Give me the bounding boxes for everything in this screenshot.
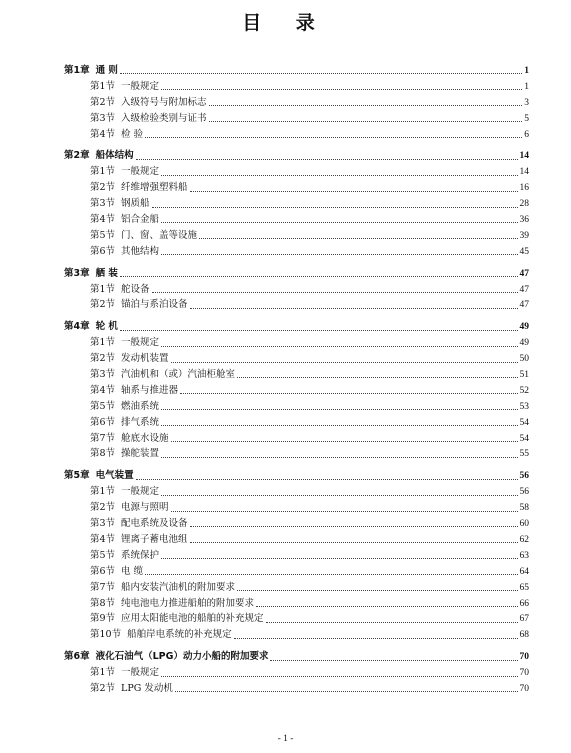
section-title: 船舶岸电系统的补充规定	[127, 629, 232, 641]
section-number: 第1节	[90, 486, 116, 498]
section-title: 船内安装汽油机的附加要求	[121, 581, 236, 593]
section-number: 第6节	[90, 245, 116, 257]
section-number: 第8节	[90, 448, 116, 460]
section-label	[90, 532, 188, 548]
page-number: 1	[524, 66, 529, 76]
dot-leader	[190, 191, 518, 192]
section-title: 其他结构	[121, 245, 160, 257]
toc-section-entry[interactable]	[64, 596, 529, 612]
section-title: 配电系统及设备	[121, 518, 188, 530]
section-title: 一般规定	[121, 166, 160, 178]
dot-leader	[190, 526, 518, 527]
section-title: LPG 发动机	[121, 682, 173, 694]
chapter-label	[64, 468, 134, 484]
section-title: 锚泊与系泊设备	[121, 299, 188, 311]
dot-leader	[237, 377, 517, 378]
dot-leader	[256, 606, 517, 607]
section-label	[90, 351, 169, 367]
section-label	[90, 580, 235, 596]
section-label	[90, 127, 143, 143]
dot-leader	[120, 73, 522, 74]
section-label	[90, 665, 159, 681]
dot-leader	[161, 457, 517, 458]
section-label	[90, 431, 169, 447]
section-number: 第1节	[90, 667, 116, 679]
page-number: 70	[519, 683, 529, 694]
toc-section-entry[interactable]	[64, 335, 529, 351]
toc-section-entry[interactable]	[64, 564, 529, 580]
toc-section-entry[interactable]	[64, 228, 529, 244]
page-number: 56	[519, 487, 529, 498]
page-title: 目 录	[242, 12, 329, 34]
dot-leader	[234, 638, 518, 639]
section-label	[90, 79, 159, 95]
page-number: 56	[519, 471, 529, 482]
section-title: 排气系统	[121, 416, 160, 428]
page-number: 54	[519, 433, 529, 444]
toc-section-entry[interactable]	[64, 282, 529, 298]
page-number: 63	[519, 550, 529, 561]
page-number: 70	[519, 652, 529, 663]
toc-chapter-entry[interactable]	[64, 649, 529, 665]
section-title: 纤维增强塑料船	[121, 182, 188, 194]
section-number: 第2节	[90, 682, 116, 694]
toc-section-entry[interactable]	[64, 111, 529, 127]
page-number: 70	[519, 668, 529, 679]
dot-leader	[152, 292, 518, 293]
chapter-label	[64, 148, 134, 164]
toc-section-entry[interactable]	[64, 399, 529, 415]
section-label	[90, 282, 150, 298]
dot-leader	[175, 691, 518, 692]
page-number: 16	[519, 183, 529, 194]
section-label	[90, 335, 159, 351]
page-number: 14	[519, 151, 529, 162]
dot-leader	[161, 346, 517, 347]
section-number: 第9节	[90, 613, 116, 625]
page-number: 6	[524, 129, 529, 140]
chapter-label	[64, 266, 118, 282]
section-label	[90, 367, 235, 383]
toc-section-entry[interactable]	[64, 79, 529, 95]
dot-leader	[161, 425, 517, 426]
page-number-footer: - 1 -	[277, 734, 294, 744]
section-label	[90, 627, 232, 643]
toc-section-entry[interactable]	[64, 244, 529, 260]
section-number: 第3节	[90, 369, 116, 381]
page-number: 52	[519, 385, 529, 396]
section-title: 舵设备	[121, 283, 150, 295]
section-title: 检 验	[121, 128, 144, 140]
section-label	[90, 516, 188, 532]
dot-leader	[136, 479, 518, 480]
section-title: 入级符号与附加标志	[121, 96, 207, 108]
section-number: 第3节	[90, 518, 116, 530]
toc-section-entry[interactable]	[64, 446, 529, 462]
section-title: 一般规定	[121, 486, 160, 498]
chapter-title: 船体结构	[95, 150, 134, 162]
section-number: 第7节	[90, 432, 116, 444]
page-number: 51	[519, 370, 529, 381]
section-label	[90, 484, 159, 500]
section-number: 第2节	[90, 96, 116, 108]
dot-leader	[161, 676, 517, 677]
page-number: 58	[519, 503, 529, 514]
dot-leader	[161, 409, 517, 410]
section-label	[90, 212, 159, 228]
section-number: 第5节	[90, 549, 116, 561]
toc-chapter-entry[interactable]	[64, 319, 529, 335]
chapter-title: 舾 装	[95, 267, 118, 279]
dot-leader	[199, 238, 517, 239]
chapter-title: 电气装置	[95, 470, 134, 482]
chapter-label	[64, 649, 268, 665]
toc-section-entry[interactable]	[64, 297, 529, 313]
section-label	[90, 399, 159, 415]
section-label	[90, 415, 159, 431]
chapter-label	[64, 319, 118, 335]
section-number: 第10节	[90, 629, 122, 641]
toc-section-entry[interactable]	[64, 127, 529, 143]
chapter-title: 通 则	[95, 65, 118, 76]
page-number: 28	[519, 199, 529, 210]
dot-leader	[145, 574, 517, 575]
chapter-number: 第1章	[64, 65, 90, 76]
section-title: 一般规定	[121, 667, 160, 679]
toc-section-entry[interactable]	[64, 431, 529, 447]
dot-leader	[161, 89, 522, 90]
dot-leader	[209, 121, 523, 122]
chapter-number: 第2章	[64, 150, 90, 162]
section-number: 第1节	[90, 80, 116, 92]
section-label	[90, 180, 188, 196]
section-title: 轴系与推进器	[121, 384, 179, 396]
section-label	[90, 244, 159, 260]
section-label	[90, 500, 169, 516]
section-number: 第4节	[90, 384, 116, 396]
dot-leader	[209, 105, 523, 106]
section-title: 燃油系统	[121, 400, 160, 412]
page-number: 47	[519, 268, 529, 279]
page-number: 39	[519, 230, 529, 241]
dot-leader	[161, 254, 517, 255]
section-title: 发动机装置	[121, 353, 169, 365]
page-number: 5	[524, 113, 529, 124]
section-title: 钢质船	[121, 198, 150, 210]
chapter-title: 液化石油气（LPG）动力小船的附加要求	[95, 651, 269, 663]
section-label	[90, 383, 178, 399]
section-label	[90, 681, 173, 697]
section-number: 第4节	[90, 214, 116, 226]
toc-section-entry[interactable]	[64, 484, 529, 500]
section-title: 入级检验类别与证书	[121, 112, 207, 124]
dot-leader	[120, 276, 518, 277]
section-number: 第1节	[90, 337, 116, 349]
section-title: 锂离子蓄电池组	[121, 533, 188, 545]
page-number: 64	[519, 566, 529, 577]
section-label	[90, 611, 264, 627]
toc-section-entry[interactable]	[64, 367, 529, 383]
page-number: 36	[519, 215, 529, 226]
toc-chapter-entry[interactable]	[64, 468, 529, 484]
page-number: 45	[519, 246, 529, 257]
page-number: 60	[519, 519, 529, 530]
page-number: 54	[519, 417, 529, 428]
dot-leader	[161, 175, 517, 176]
table-of-contents	[64, 63, 529, 697]
section-label	[90, 548, 159, 564]
chapter-number: 第6章	[64, 651, 90, 663]
toc-section-entry[interactable]	[64, 681, 529, 697]
toc-section-entry[interactable]	[64, 580, 529, 596]
section-title: 门、窗、盖等设施	[121, 229, 198, 241]
section-label	[90, 297, 188, 313]
dot-leader	[161, 558, 517, 559]
section-label	[90, 111, 207, 127]
section-label	[90, 596, 254, 612]
section-title: 系统保护	[121, 549, 160, 561]
section-title: 电 缆	[121, 565, 144, 577]
page-number: 14	[519, 167, 529, 178]
toc-chapter-entry[interactable]	[64, 148, 529, 164]
chapter-number: 第4章	[64, 321, 90, 333]
section-number: 第7节	[90, 581, 116, 593]
dot-leader	[270, 660, 517, 661]
section-label	[90, 196, 150, 212]
dot-leader	[237, 590, 517, 591]
section-label	[90, 228, 197, 244]
dot-leader	[266, 622, 518, 623]
section-title: 纯电池电力推进船舶的附加要求	[121, 597, 255, 609]
section-number: 第2节	[90, 299, 116, 311]
section-number: 第2节	[90, 182, 116, 194]
toc-section-entry[interactable]	[64, 627, 529, 643]
section-number: 第4节	[90, 533, 116, 545]
page-number: 66	[519, 598, 529, 609]
dot-leader	[190, 308, 518, 309]
page-number: 55	[519, 449, 529, 460]
section-title: 汽油机和（或）汽油柜舱室	[121, 369, 236, 381]
dot-leader	[161, 222, 517, 223]
page-number: 65	[519, 582, 529, 593]
toc-chapter-entry[interactable]	[64, 266, 529, 282]
section-number: 第2节	[90, 502, 116, 514]
chapter-title: 轮 机	[95, 321, 118, 333]
toc-section-entry[interactable]	[64, 196, 529, 212]
toc-chapter-entry[interactable]	[64, 63, 529, 79]
chapter-number: 第5章	[64, 470, 90, 482]
section-number: 第8节	[90, 597, 116, 609]
section-label	[90, 446, 159, 462]
page-number: 47	[519, 284, 529, 295]
page-number: 47	[519, 300, 529, 311]
chapter-label	[64, 63, 118, 79]
section-number: 第5节	[90, 229, 116, 241]
dot-leader	[171, 362, 518, 363]
section-title: 铝合金船	[121, 214, 160, 226]
toc-section-entry[interactable]	[64, 532, 529, 548]
page-number: 3	[524, 97, 529, 108]
dot-leader	[136, 159, 518, 160]
dot-leader	[120, 330, 518, 331]
dot-leader	[180, 393, 517, 394]
section-number: 第3节	[90, 198, 116, 210]
section-label	[90, 164, 159, 180]
section-number: 第4节	[90, 128, 116, 140]
section-number: 第6节	[90, 416, 116, 428]
page-number: 62	[519, 534, 529, 545]
chapter-number: 第3章	[64, 267, 90, 279]
toc-section-entry[interactable]	[64, 180, 529, 196]
page-number: 53	[519, 401, 529, 412]
toc-section-entry[interactable]	[64, 164, 529, 180]
page-number: 49	[519, 322, 529, 333]
toc-section-entry[interactable]	[64, 212, 529, 228]
page-number: 50	[519, 354, 529, 365]
toc-section-entry[interactable]	[64, 383, 529, 399]
dot-leader	[161, 495, 517, 496]
dot-leader	[171, 441, 518, 442]
section-number: 第5节	[90, 400, 116, 412]
page-number: 68	[519, 630, 529, 641]
page-number: 67	[519, 614, 529, 625]
section-label	[90, 564, 143, 580]
toc-section-entry[interactable]	[64, 415, 529, 431]
section-number: 第1节	[90, 283, 116, 295]
section-title: 操舵装置	[121, 448, 160, 460]
section-title: 舱底水设施	[121, 432, 169, 444]
toc-section-entry[interactable]	[64, 611, 529, 627]
toc-section-entry[interactable]	[64, 665, 529, 681]
page-number: 1	[524, 81, 529, 92]
dot-leader	[145, 137, 522, 138]
section-title: 一般规定	[121, 80, 160, 92]
section-number: 第1节	[90, 166, 116, 178]
page-number: 49	[519, 338, 529, 349]
dot-leader	[190, 542, 518, 543]
section-number: 第2节	[90, 353, 116, 365]
section-label	[90, 95, 207, 111]
dot-leader	[152, 207, 518, 208]
section-title: 电源与照明	[121, 502, 169, 514]
section-number: 第3节	[90, 112, 116, 124]
toc-section-entry[interactable]	[64, 500, 529, 516]
dot-leader	[171, 511, 518, 512]
toc-section-entry[interactable]	[64, 351, 529, 367]
section-number: 第6节	[90, 565, 116, 577]
toc-section-entry[interactable]	[64, 516, 529, 532]
toc-section-entry[interactable]	[64, 548, 529, 564]
section-title: 一般规定	[121, 337, 160, 349]
toc-section-entry[interactable]	[64, 95, 529, 111]
section-title: 应用太阳能电池的船舶的补充规定	[121, 613, 264, 625]
